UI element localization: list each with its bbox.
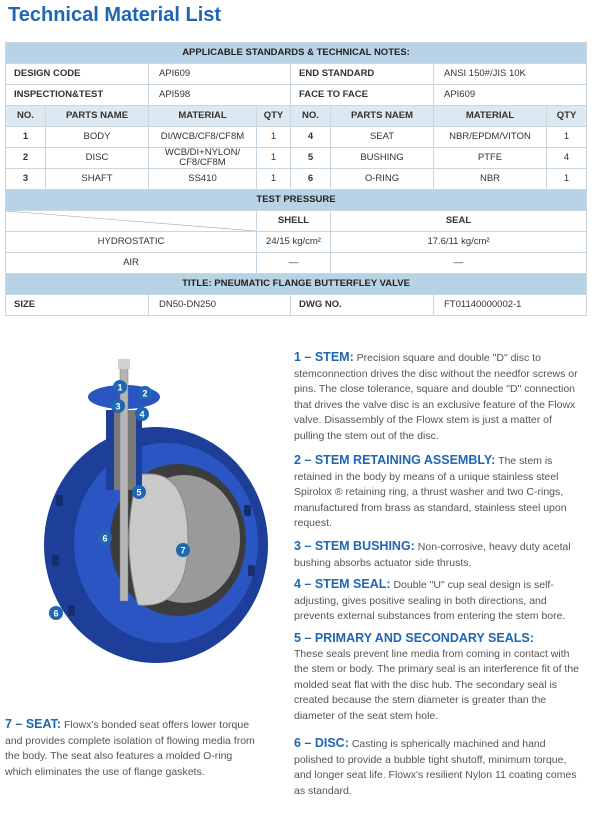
disc-body: Casting is spherically machined and hand polished to provide a bubble tight shutoff, minimum torque, and longer seat life. Flowx's resilient Nylon 11 coating comes as standard.: [294, 738, 577, 797]
col-no-2: NO.: [291, 106, 331, 127]
row-no: 2: [6, 148, 46, 169]
col-qty-2: QTY: [547, 106, 587, 127]
callout-number: 5: [136, 487, 142, 498]
table-row: [6, 127, 587, 148]
stem-seal-heading: 4 – STEM SEAL:: [294, 577, 391, 591]
callout-1: [113, 380, 127, 394]
bolt-hole: [52, 555, 59, 566]
callout-number: 2: [142, 388, 148, 399]
air-shell: —: [257, 253, 331, 274]
callout-number: 6: [102, 533, 108, 544]
stem-description: [294, 350, 580, 445]
bolt-hole: [248, 565, 255, 576]
size-label: SIZE: [6, 295, 149, 316]
row-qty: 4: [547, 148, 587, 169]
seat-heading: 7 – SEAT:: [5, 717, 62, 731]
row-qty: 1: [257, 169, 291, 190]
callout-6-lower: [49, 606, 63, 620]
row-no: 6: [291, 169, 331, 190]
stem-bushing-description: [294, 539, 580, 571]
stem-retaining-body: The stem is retained in the body by means of a unique stainless steel Spirolox ® retaining ring, a thrust washer and two C-rings, manufactured from brass as standard, stainless steel upon request.: [294, 455, 567, 530]
row-material: WCB/DI+NYLON/ CF8/CF8M: [149, 148, 257, 169]
air-seal: —: [331, 253, 587, 274]
butterfly-valve-illustration: [38, 355, 278, 665]
inspection-label: INSPECTION&TEST: [6, 85, 149, 106]
stem-retaining-heading: 2 – STEM RETAINING ASSEMBLY:: [294, 453, 496, 467]
test-pressure-header: TEST PRESSURE: [6, 190, 587, 211]
end-standard-label: END STANDARD: [291, 64, 434, 85]
row-qty: 1: [547, 169, 587, 190]
disc-description: [294, 736, 580, 799]
row-material: PTFE: [434, 148, 547, 169]
page-title: Technical Material List: [8, 4, 222, 26]
dwg-label: DWG NO.: [291, 295, 434, 316]
seal-header: SEAL: [331, 211, 587, 232]
callout-number: 6: [53, 608, 59, 619]
row-no: 5: [291, 148, 331, 169]
stem-heading: 1 – STEM:: [294, 350, 354, 364]
callout-number: 4: [139, 409, 145, 420]
callout-2: [138, 386, 152, 400]
row-no: 3: [6, 169, 46, 190]
callout-5: [132, 485, 146, 499]
hydrostatic-seal: 17.6/11 kg/cm²: [331, 232, 587, 253]
row-qty: 1: [257, 127, 291, 148]
callout-7: [176, 543, 190, 557]
stem-retaining-description: [294, 453, 580, 532]
callout-number: 3: [115, 401, 121, 412]
row-material: DI/WCB/CF8/CF8M: [149, 127, 257, 148]
row-part: BODY: [46, 127, 149, 148]
end-standard-value: ANSI 150#/JIS 10K: [434, 64, 587, 85]
title-row: TITLE: PNEUMATIC FLANGE BUTTERFLEY VALVE: [6, 274, 587, 295]
stem-bushing-body: Non-corrosive, heavy duty acetal bushing absorbs actuator side thrusts.: [294, 541, 571, 569]
row-part: SHAFT: [46, 169, 149, 190]
col-parts: PARTS NAME: [46, 106, 149, 127]
seat-body: Flowx's bonded seat offers lower torque and provides complete isolation of flowing media from the body. The seat also features a molded O-ring which eliminates the use of flange gaskets.: [5, 719, 255, 778]
callout-6: [98, 531, 112, 545]
standards-header: APPLICABLE STANDARDS & TECHNICAL NOTES:: [6, 43, 587, 64]
callout-4: [135, 407, 149, 421]
shell-header: SHELL: [257, 211, 331, 232]
disc-heading: 6 – DISC:: [294, 736, 349, 750]
face-value: API609: [434, 85, 587, 106]
valve-stem: [120, 361, 128, 601]
row-material: SS410: [149, 169, 257, 190]
table-row: [6, 169, 587, 190]
inspection-value: API598: [149, 85, 291, 106]
bolt-hole: [244, 505, 251, 516]
row-part: SEAT: [331, 127, 434, 148]
row-material: NBR/EPDM/VITON: [434, 127, 547, 148]
stem-bushing-heading: 3 – STEM BUSHING:: [294, 539, 415, 553]
size-value: DN50-DN250: [149, 295, 291, 316]
col-parts-2: PARTS NAEM: [331, 106, 434, 127]
row-part: DISC: [46, 148, 149, 169]
row-qty: 1: [547, 127, 587, 148]
bolt-hole: [68, 605, 75, 616]
col-no: NO.: [6, 106, 46, 127]
face-label: FACE TO FACE: [291, 85, 434, 106]
row-material: NBR: [434, 169, 547, 190]
row-no: 4: [291, 127, 331, 148]
design-code-value: API609: [149, 64, 291, 85]
row-no: 1: [6, 127, 46, 148]
seat-description: [5, 717, 255, 780]
col-qty: QTY: [257, 106, 291, 127]
blank-diagonal-cell: [6, 211, 257, 232]
row-part: BUSHING: [331, 148, 434, 169]
table-row: [6, 148, 587, 169]
hydrostatic-shell: 24/15 kg/cm²: [257, 232, 331, 253]
bolt-hole: [56, 495, 63, 506]
seals-heading: 5 – PRIMARY AND SECONDARY SEALS:: [294, 631, 534, 645]
callout-number: 1: [117, 382, 123, 393]
hydrostatic-label: HYDROSTATIC: [6, 232, 257, 253]
stem-seal-body: Double "U" cup seal design is self-adjusting, gives positive sealing in both directions, and prevents external substances from entering the stem bore.: [294, 579, 566, 623]
stem-seal-description: [294, 577, 580, 625]
row-qty: 1: [257, 148, 291, 169]
seals-description: [294, 631, 580, 725]
material-table: [5, 42, 587, 316]
air-label: AIR: [6, 253, 257, 274]
dwg-value: FT01140000002-1: [434, 295, 587, 316]
stem-top: [118, 359, 130, 369]
stem-body: Precision square and double "D" disc to stemconnection drives the disc without the needfor screws or pins. The close tolerance, square and double "D" connection that drives the valve disc is an exclusive feature of the Flowx valve. Disassembly of the Flowx stem is just a matter of pulling the stem out of the disc.: [294, 352, 578, 442]
col-material-2: MATERIAL: [434, 106, 547, 127]
col-material: MATERIAL: [149, 106, 257, 127]
callout-3: [111, 399, 125, 413]
seals-body: These seals prevent line media from coming in contact with the stem or body. The primary seal is an interference fit of the molded seat flat with the disc hub. The secondary seal is created because the stem diameter is greater than the diameter of the seat stem hole.: [294, 647, 579, 722]
design-code-label: DESIGN CODE: [6, 64, 149, 85]
row-part: O-RING: [331, 169, 434, 190]
callout-number: 7: [180, 545, 186, 556]
